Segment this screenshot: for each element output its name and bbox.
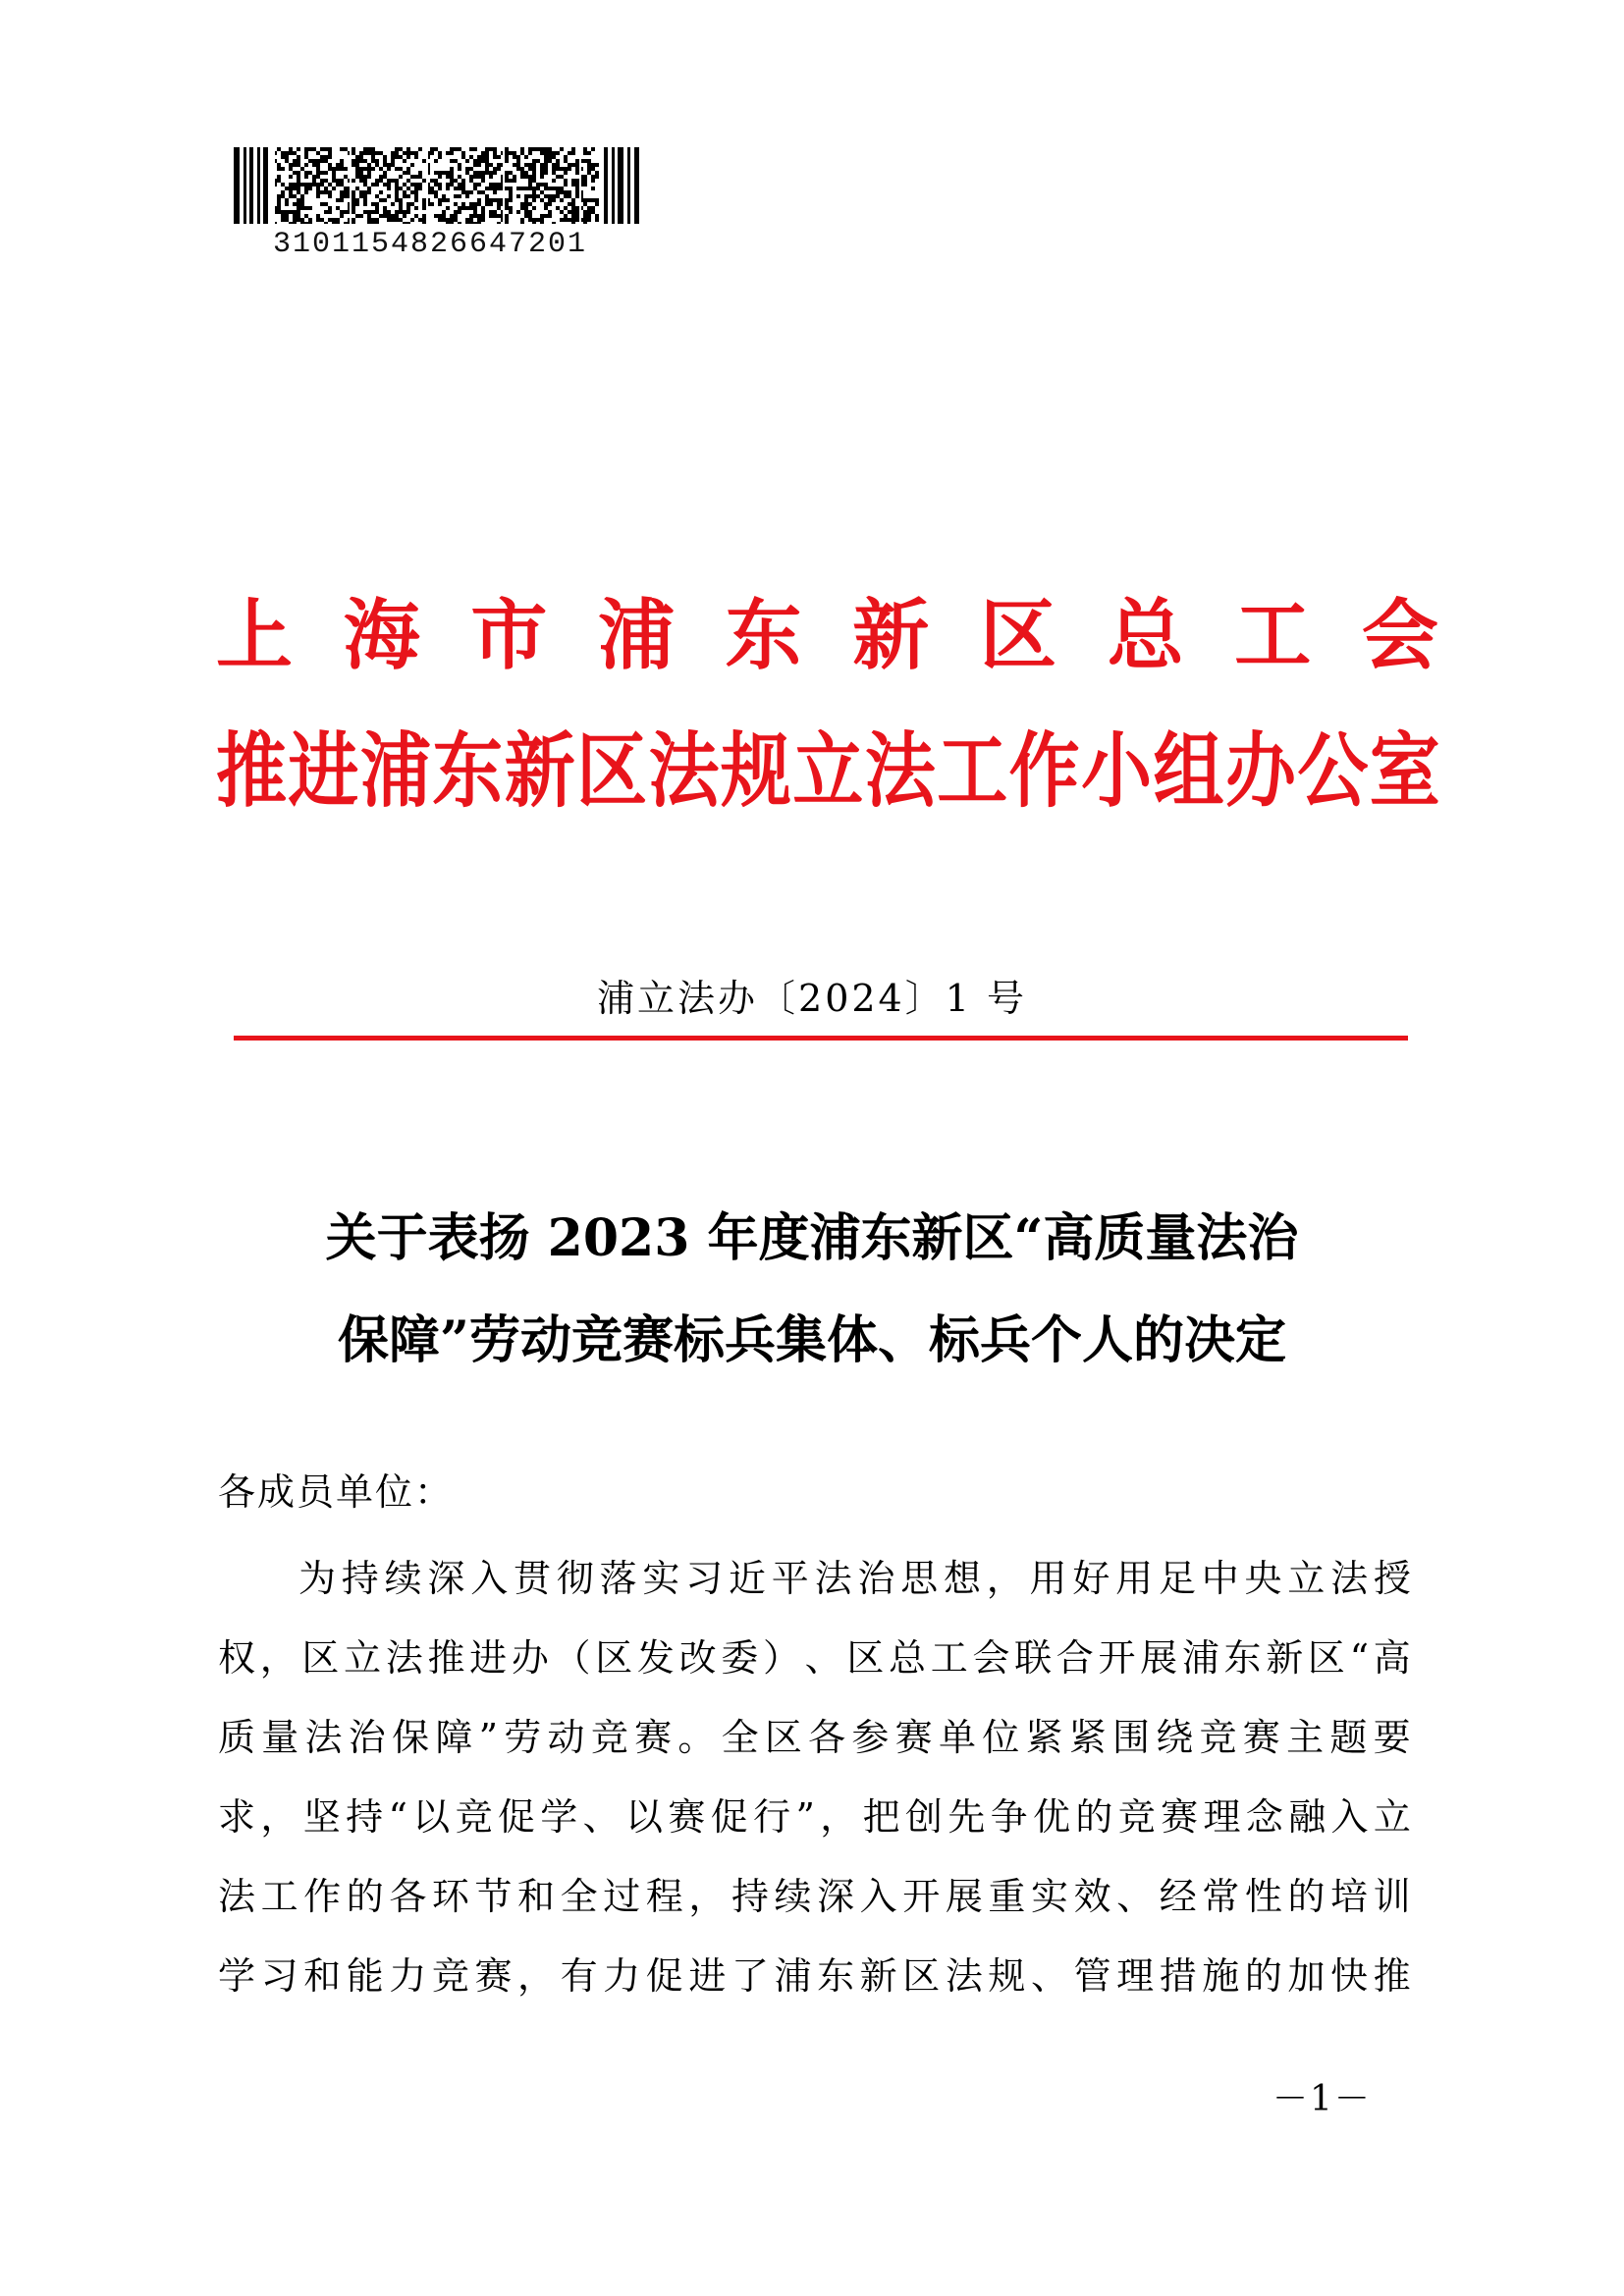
body-char: ， — [517, 1954, 557, 1998]
body-char: 位 — [982, 1716, 1021, 1759]
issuer-char: 室 — [1369, 721, 1438, 819]
body-char: （ — [553, 1636, 592, 1680]
body-char: 措 — [1159, 1954, 1198, 1998]
body-char: 的 — [1244, 1954, 1283, 1998]
body-char: “ — [388, 1795, 408, 1839]
salutation: 各成员单位： — [218, 1470, 455, 1514]
body-char: 深 — [427, 1557, 466, 1600]
body-char: 平 — [771, 1557, 810, 1600]
body-char: 入 — [1330, 1795, 1370, 1839]
body-char: 题 — [1329, 1716, 1369, 1759]
body-char: 争 — [990, 1795, 1029, 1839]
body-line — [218, 1857, 1412, 1937]
body-char: ， — [259, 1636, 298, 1680]
body-char: 各 — [808, 1716, 847, 1759]
body-char: 展 — [945, 1875, 984, 1918]
body-char: 赛 — [1161, 1795, 1200, 1839]
body-char: 授 — [1373, 1557, 1412, 1600]
body-char: 赛 — [1242, 1716, 1281, 1759]
body-char: 实 — [1030, 1875, 1069, 1918]
body-char: 央 — [1244, 1557, 1283, 1600]
barcode-image — [234, 147, 641, 224]
body-char: 赛 — [474, 1954, 514, 1998]
body-char: 实 — [642, 1557, 681, 1600]
body-char: 为 — [298, 1557, 338, 1600]
body-char: 作 — [303, 1875, 343, 1918]
body-char: 力 — [603, 1954, 642, 1998]
document-title-line-2: 保障”劳动竞赛标兵集体、标兵个人的决定 — [338, 1310, 1286, 1370]
body-char: 的 — [1287, 1875, 1326, 1918]
body-char: 推 — [1373, 1954, 1412, 1998]
body-char: 快 — [1330, 1954, 1370, 1998]
body-char: 重 — [988, 1875, 1027, 1918]
body-char: ， — [820, 1795, 859, 1839]
body-char: 赛 — [894, 1716, 934, 1759]
body-char: 区 — [301, 1636, 341, 1680]
issuer-char: 办 — [1224, 721, 1294, 819]
body-char: 习 — [260, 1954, 299, 1998]
body-char: 思 — [900, 1557, 940, 1600]
body-char: 持 — [346, 1795, 385, 1839]
body-char: 理 — [1116, 1954, 1156, 1998]
body-char: 先 — [947, 1795, 987, 1839]
body-char: 把 — [862, 1795, 901, 1839]
body-char: 赛 — [634, 1716, 674, 1759]
body-char: 区 — [764, 1716, 803, 1759]
body-char: ） — [762, 1636, 801, 1680]
body-char: 权 — [218, 1636, 257, 1680]
body-char: 开 — [1098, 1636, 1137, 1680]
body-char: 性 — [1244, 1875, 1283, 1918]
body-char: 规 — [988, 1954, 1027, 1998]
body-char: 。 — [677, 1716, 717, 1759]
body-char: 单 — [938, 1716, 977, 1759]
body-char: 绕 — [1156, 1716, 1195, 1759]
body-char: 治 — [857, 1557, 896, 1600]
body-char: 法 — [814, 1557, 853, 1600]
body-char: ， — [260, 1795, 299, 1839]
body-char: 新 — [859, 1954, 898, 1998]
body-char: 参 — [851, 1716, 891, 1759]
issuer-char: 法 — [648, 721, 718, 819]
body-char: 加 — [1287, 1954, 1326, 1998]
body-char: 联 — [1014, 1636, 1054, 1680]
body-char: 委 — [721, 1636, 760, 1680]
body-char: 好 — [1072, 1557, 1111, 1600]
body-char: 合 — [1056, 1636, 1095, 1680]
body-char: ” — [478, 1716, 500, 1759]
body-char: 区 — [846, 1636, 886, 1680]
body-char: 续 — [774, 1875, 813, 1918]
body-char: 展 — [1140, 1636, 1179, 1680]
body-char: 节 — [474, 1875, 514, 1918]
body-paragraph — [218, 1539, 1412, 2016]
body-char: 法 — [1330, 1557, 1370, 1600]
issuer-char: 浦 — [359, 721, 429, 819]
body-char: 劳 — [504, 1716, 543, 1759]
body-char: 持 — [731, 1875, 770, 1918]
issuer-name-union — [216, 587, 1438, 685]
body-char: 质 — [218, 1716, 257, 1759]
body-char: 力 — [389, 1954, 428, 1998]
issuer-char: 组 — [1153, 721, 1222, 819]
body-char: 行 — [753, 1795, 792, 1839]
issuer-char: 法 — [864, 721, 934, 819]
document-number: 浦立法办〔2024〕1 号 — [597, 977, 1027, 1020]
body-char: 总 — [889, 1636, 928, 1680]
body-char: 保 — [392, 1716, 431, 1759]
body-char: 促 — [710, 1795, 749, 1839]
issuer-char: 作 — [1008, 721, 1078, 819]
body-char: ” — [795, 1795, 816, 1839]
issuer-char: 市 — [470, 591, 548, 680]
body-line — [218, 1698, 1412, 1778]
body-char: 促 — [497, 1795, 536, 1839]
body-char: 竞 — [590, 1716, 629, 1759]
issuer-char: 浦 — [597, 591, 675, 680]
body-char: 法 — [945, 1954, 984, 1998]
issuer-char: 立 — [792, 721, 862, 819]
body-char: 学 — [218, 1954, 257, 1998]
body-char: 效 — [1073, 1875, 1112, 1918]
body-char: 环 — [431, 1875, 470, 1918]
body-char: 进 — [469, 1636, 509, 1680]
issuer-char: 小 — [1081, 721, 1151, 819]
body-char: 管 — [1073, 1954, 1112, 1998]
body-char: 法 — [385, 1636, 424, 1680]
document-title-line-1: 关于表扬 2023 年度浦东新区“高质量法治 — [325, 1208, 1299, 1268]
body-char: 经 — [1159, 1875, 1198, 1918]
body-char: 紧 — [1068, 1716, 1108, 1759]
body-char: 围 — [1112, 1716, 1152, 1759]
body-char: 以 — [625, 1795, 665, 1839]
issuer-char: 区 — [979, 591, 1056, 680]
issuer-char: 新 — [852, 591, 930, 680]
body-char: 工 — [930, 1636, 969, 1680]
body-char: 竞 — [455, 1795, 494, 1839]
body-char: 工 — [260, 1875, 299, 1918]
body-char: 训 — [1373, 1875, 1412, 1918]
body-char: 立 — [344, 1636, 383, 1680]
body-char: 、 — [582, 1795, 622, 1839]
body-char: 入 — [470, 1557, 510, 1600]
body-char: 学 — [540, 1795, 579, 1839]
body-char: 优 — [1033, 1795, 1072, 1839]
body-char: 治 — [348, 1716, 387, 1759]
body-char: 念 — [1245, 1795, 1284, 1839]
body-char: 立 — [1287, 1557, 1326, 1600]
body-char: ， — [986, 1557, 1025, 1600]
body-char: 以 — [412, 1795, 452, 1839]
body-char: 改 — [678, 1636, 718, 1680]
body-char: 竞 — [1199, 1716, 1238, 1759]
body-char: 竞 — [1117, 1795, 1157, 1839]
body-char: 足 — [1158, 1557, 1197, 1600]
body-line — [218, 1539, 1412, 1619]
body-line — [218, 1619, 1412, 1698]
body-char: 的 — [346, 1875, 385, 1918]
body-char: 落 — [599, 1557, 638, 1600]
body-char: 各 — [389, 1875, 428, 1918]
barcode-number: 3101154826647201 — [273, 228, 588, 261]
issuer-char: 工 — [1234, 591, 1312, 680]
body-char: 区 — [902, 1954, 942, 1998]
issuer-char: 上 — [216, 591, 294, 680]
body-char: 的 — [1075, 1795, 1114, 1839]
body-char: 推 — [427, 1636, 466, 1680]
body-char: 常 — [1202, 1875, 1241, 1918]
body-char: 创 — [904, 1795, 944, 1839]
issuer-char: 工 — [937, 721, 1006, 819]
body-line — [218, 1778, 1412, 1857]
issuer-char: 海 — [343, 591, 420, 680]
body-char: 竞 — [431, 1954, 470, 1998]
body-char: 全 — [560, 1875, 599, 1918]
body-char: 立 — [1373, 1795, 1412, 1839]
issuer-char: 公 — [1297, 721, 1367, 819]
body-char: 习 — [685, 1557, 725, 1600]
body-char: 近 — [728, 1557, 767, 1600]
body-char: 动 — [547, 1716, 586, 1759]
body-char: 东 — [1223, 1636, 1263, 1680]
body-char: 续 — [384, 1557, 423, 1600]
red-separator-line — [234, 1036, 1408, 1041]
body-char: 施 — [1202, 1954, 1241, 1998]
body-char: 和 — [303, 1954, 343, 1998]
issuer-char: 进 — [288, 721, 357, 819]
body-char: 坚 — [302, 1795, 342, 1839]
issuer-name-legislation-office — [216, 715, 1438, 828]
page-number: －1－ — [1272, 2079, 1372, 2119]
body-char: 要 — [1373, 1716, 1412, 1759]
body-char: 融 — [1288, 1795, 1327, 1839]
body-char: 了 — [731, 1954, 770, 1998]
body-char: 能 — [346, 1954, 385, 1998]
body-char: 促 — [645, 1954, 684, 1998]
body-char: 区 — [595, 1636, 634, 1680]
body-char: 用 — [1029, 1557, 1068, 1600]
body-char: 法 — [218, 1875, 257, 1918]
body-char: 彻 — [556, 1557, 595, 1600]
body-char: 和 — [517, 1875, 557, 1918]
body-char: 新 — [1266, 1636, 1305, 1680]
body-char: 理 — [1203, 1795, 1242, 1839]
issuer-char: 推 — [216, 721, 286, 819]
issuer-char: 区 — [576, 721, 646, 819]
body-line — [218, 1937, 1412, 2016]
body-char: 、 — [1030, 1954, 1069, 1998]
body-char: 办 — [511, 1636, 550, 1680]
issuer-char: 总 — [1107, 591, 1184, 680]
body-char: 主 — [1286, 1716, 1326, 1759]
body-char: 紧 — [1025, 1716, 1064, 1759]
body-char: 进 — [688, 1954, 728, 1998]
body-char: 赛 — [668, 1795, 707, 1839]
body-char: 培 — [1330, 1875, 1370, 1918]
body-char: 开 — [902, 1875, 942, 1918]
body-char: 法 — [304, 1716, 344, 1759]
body-char: 会 — [972, 1636, 1011, 1680]
body-char: 过 — [603, 1875, 642, 1918]
body-char: 程 — [645, 1875, 684, 1918]
body-char: 全 — [721, 1716, 760, 1759]
body-char: 贯 — [513, 1557, 552, 1600]
body-char: 浦 — [1181, 1636, 1220, 1680]
body-char: 有 — [560, 1954, 599, 1998]
body-char: 量 — [261, 1716, 300, 1759]
body-char: 中 — [1201, 1557, 1240, 1600]
issuer-char: 东 — [432, 721, 502, 819]
issuer-char: 新 — [504, 721, 573, 819]
body-char: 用 — [1115, 1557, 1155, 1600]
body-char: 高 — [1373, 1636, 1412, 1680]
body-char: 想 — [943, 1557, 982, 1600]
body-char: 东 — [817, 1954, 856, 1998]
body-char: “ — [1349, 1636, 1370, 1680]
body-char: 、 — [1116, 1875, 1156, 1918]
body-char: 发 — [636, 1636, 676, 1680]
body-char: 浦 — [774, 1954, 813, 1998]
body-char: 求 — [218, 1795, 257, 1839]
body-char: 障 — [435, 1716, 474, 1759]
issuer-char: 会 — [1361, 591, 1438, 680]
body-char: 持 — [341, 1557, 380, 1600]
body-char: 入 — [859, 1875, 898, 1918]
body-char: ， — [688, 1875, 728, 1918]
issuer-char: 规 — [720, 721, 789, 819]
document-title — [196, 1188, 1428, 1392]
body-char: 深 — [817, 1875, 856, 1918]
body-char: 、 — [804, 1636, 843, 1680]
issuer-char: 东 — [725, 591, 802, 680]
body-char: 区 — [1307, 1636, 1346, 1680]
